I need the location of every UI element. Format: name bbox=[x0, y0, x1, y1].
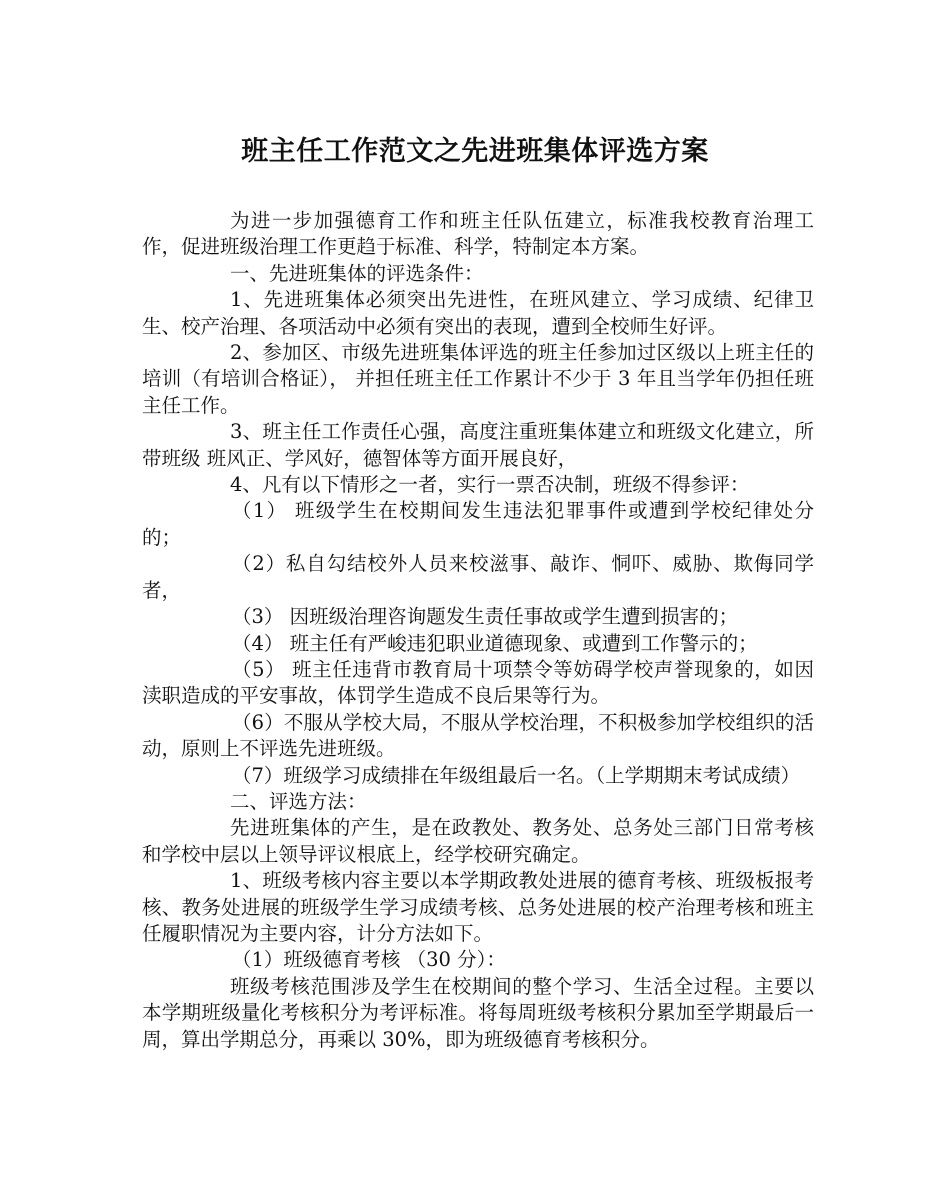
document-title: 班主任工作范文之先进班集体评选方案 bbox=[241, 136, 709, 167]
method-item-1: 1、班级考核内容主要以本学期政教处进展的德育考核、班级板报考核、教务处进展的班级学生学习成绩考核、总务处进展的校产治理考核和班主任履职情况为主要内容，计分方法如下。 bbox=[142, 869, 814, 945]
veto-item-1: （1） 班级学生在校期间发生违法犯罪事件或遭到学校纪律处分的； bbox=[142, 499, 814, 549]
section-heading-method: 二、评选方法： bbox=[230, 789, 367, 813]
section-heading-criteria: 一、先进班集体的评选条件： bbox=[230, 261, 484, 285]
veto-item-5: （5） 班主任违背市教育局十项禁令等妨碍学校声誉现象的，如因渎职造成的平安事故，体罚学生造成不良后果等行为。 bbox=[142, 657, 814, 708]
document-body bbox=[142, 208, 814, 1053]
veto-item-4: （4） 班主任有严峻违犯职业道德现象、或遭到工作警示的； bbox=[232, 631, 758, 655]
criteria-item-1: 1、先进班集体必须突出先进性，在班风建立、学习成绩、纪律卫生、校产治理、各项活动中必须有突出的表现，遭到全校师生好评。 bbox=[142, 288, 814, 338]
veto-item-3: （3） 因班级治理咨询题发生责任事故或学生遭到损害的； bbox=[232, 605, 739, 629]
veto-item-2: （2）私自勾结校外人员来校滋事、敲诈、恫吓、威胁、欺侮同学者， bbox=[142, 552, 814, 602]
method-detail-paragraph: 班级考核范围涉及学生在校期间的整个学习、生活全过程。主要以本学期班级量化考核积分为考评标准。将每周班级考核积分累加至学期最后一周，算出学期总分，再乘以 30%，即为班级德育考核积分。 bbox=[142, 974, 814, 1051]
intro-paragraph: 为进一步加强德育工作和班主任队伍建立，标准我校教育治理工作，促进班级治理工作更趋于标准、科学，特制定本方案。 bbox=[142, 209, 814, 259]
method-paragraph: 先进班集体的产生，是在政教处、教务处、总务处三部门日常考核和学校中层以上领导评议根底上，经学校研究确定。 bbox=[142, 816, 814, 866]
criteria-item-2: 2、参加区、市级先进班集体评选的班主任参加过区级以上班主任的培训（有培训合格证）， 并担任班主任工作累计不少于 3 年且当学年仍担任班主任工作。 bbox=[142, 341, 814, 417]
criteria-item-3: 3、班主任工作责任心强，高度注重班集体建立和班级文化建立，所带班级 班风正、学风好，德智体等方面开展良好， bbox=[142, 420, 814, 470]
veto-item-7: （7）班级学习成绩排在年级组最后一名。（上学期期末考试成绩） bbox=[232, 763, 801, 787]
criteria-item-4: 4、凡有以下情形之一者，实行一票否决制，班级不得参评： bbox=[230, 473, 750, 497]
veto-item-6: （6）不服从学校大局，不服从学校治理，不积极参加学校组织的活动，原则上不评选先进班级。 bbox=[142, 710, 814, 761]
method-subitem-1: （1）班级德育考核 （30 分）： bbox=[232, 948, 506, 972]
